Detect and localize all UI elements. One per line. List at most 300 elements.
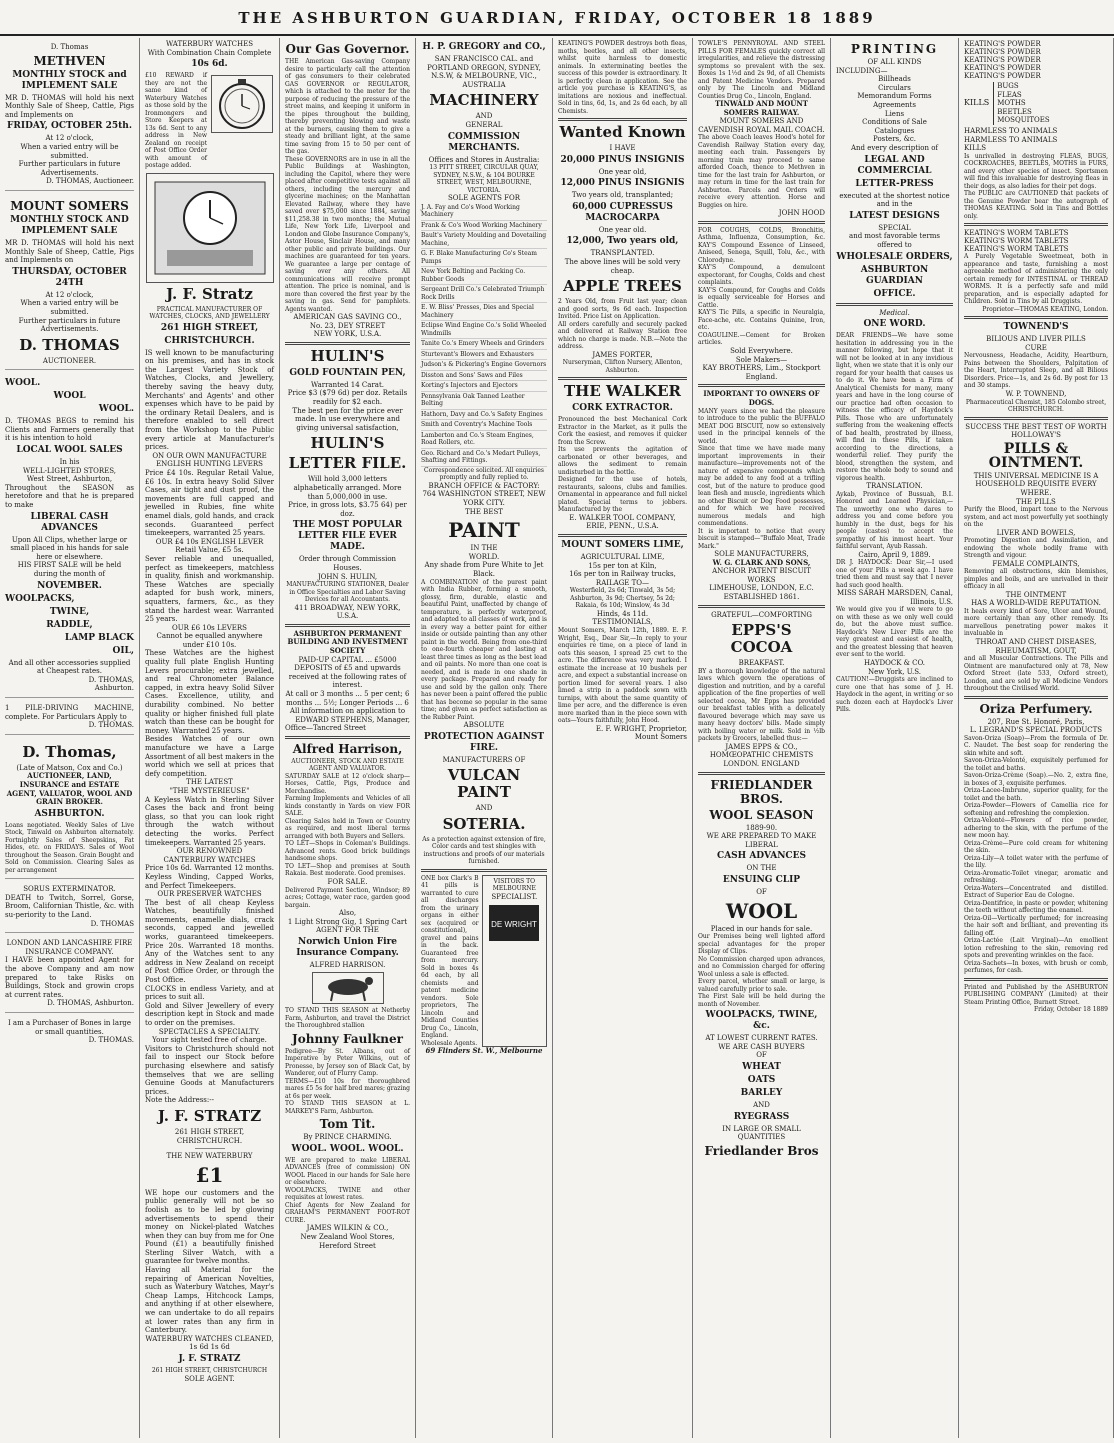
ad-signature: D. THOMAS, xyxy=(88,675,134,684)
text-line: WE ARE CASH BUYERS xyxy=(718,1042,805,1051)
ad-body: Pedigree—By St. Albans, out of Imperative by Peter Wilkins, out of Pronesse, by Jersey son of Black Cat, by Wanderer, out of Flurry Camp. xyxy=(285,1047,410,1078)
divider xyxy=(836,303,953,306)
text-line: ABSOLUTE xyxy=(463,721,505,729)
ad-signature: EDWARD STEPHENS, Manager, xyxy=(295,715,410,724)
text-line: LATEST DESIGNS xyxy=(849,210,940,221)
text-line: RHEUMATISM, GOUT, xyxy=(995,646,1077,655)
text-line: SUCCESS THE BEST TEST OF WORTH xyxy=(965,422,1107,431)
wool-heading-3: WOOL. xyxy=(98,404,134,415)
ad-body: KAY'S Compound, a demulcent expectorant, for Coughs, Colds and chest complaints. xyxy=(698,264,825,287)
ad-body: TO LET—Shops in Coleman's Buildings. Advanced rents. Good brick buildings handsome shops. xyxy=(285,840,410,863)
text-line: I HAVE xyxy=(609,144,636,152)
ad-subtitle: MONTHLY STOCK and IMPLEMENT SALE xyxy=(12,69,127,91)
ad-body: All orders carefully and securely packed and delivered at Railway Station free which no charge is made. N.B.—Note the address. xyxy=(558,320,687,351)
text-line: THE NEW WATERBURY xyxy=(166,1152,253,1161)
pest-list xyxy=(993,82,1049,125)
list-item: Geo. Richard and Co.'s Medart Pulleys, Shafting and Fittings. xyxy=(421,449,547,467)
text-line: HIS FIRST SALE will be held during the month of xyxy=(17,561,122,578)
text-line: GENERAL xyxy=(465,120,503,129)
text-line: ANCHOR PATENT BISCUIT WORKS xyxy=(712,567,811,584)
ad-further: Further particulars in future Advertisements. xyxy=(18,316,121,334)
text-line: 16s per ton in Railway trucks, xyxy=(569,570,676,579)
ad-body: Besides Watches of our own manufacture we have a Large Assortment of all best makers in the world which we sell at prices that defy competition. xyxy=(145,735,274,778)
divider xyxy=(195,1148,225,1149)
auctioneer-name: D. Thomas, xyxy=(22,742,117,761)
text-line: The best pen for the price ever made. In use everywhere and giving universal satisfaction, xyxy=(292,406,403,432)
ad-body: THE American Gas-saving Company desire to particularly call the attention of gas consumers to their celebrated GAS GOVERNOR or REGULATOR, which is attached to the meter for the purpose of reducing the pressure of the street mains, and keeping it uniform in the pipes throughout the building, thereby preventing blowing and waste at the burners, causing them to give a steady and brilliant light, at the same time saving from 15 to 50 per cent of the gas. xyxy=(285,58,410,155)
list-item: Conditions of Sale xyxy=(862,118,927,127)
text-line: INCLUDING— xyxy=(836,66,888,75)
text-line: Order through Commission Houses. xyxy=(298,555,397,572)
ad-body: Gold and Silver Jewellery of every description kept in Stock and made to order on the premises. xyxy=(145,1001,274,1027)
text-line: At call or 3 months ... 5 per cent; 6 months ... 5½; Longer Periods ... 6 xyxy=(285,689,410,707)
keating-powder-lines xyxy=(964,40,1108,80)
ad-body: It is important to notice that every biscuit is stamped—"Buffalo Meat, Trade Mark." xyxy=(698,527,825,550)
divider xyxy=(698,221,825,224)
ad-title: PRINTING xyxy=(850,42,939,56)
text-line: W. P. TOWNEND, xyxy=(1005,389,1067,398)
text-line: OUR RENOWNED xyxy=(176,847,243,856)
list-item: J. A. Fay and Co's Wood Working Machinery xyxy=(421,203,547,221)
ad-signature: Ashburton. xyxy=(94,684,134,693)
ad-body: These GOVERNORS are in use in all the Public Buildings at Washington, including the Capitol, where they were placed after competitive tests against all others, including the mercury and glycerine machines; on the Manhattan Elevated Railway, where they have saved over $75,000 since 1884, saving $11,258.38 in two months; the Mutual Life, New York Life, Liverpool and London and Globe Insurance Company's, Astor House, Sinclair House, and many other public and private buildings. Our machines are guaranteed for ten years. We guarantee a large per centage of saving over any others. All communications will receive prompt attention. The price is nominal, and is more than covered the first year by the saving in gas. Send for pamphlets. Agents wanted. xyxy=(285,155,411,313)
ad-body: COAGULINE.—Cement for Broken articles. xyxy=(698,331,825,347)
text-line: AND xyxy=(753,1100,770,1109)
company-name: KAY BROTHERS, Lim., Stockport England. xyxy=(702,364,821,381)
text-line: WATERBURY WATCHES CLEANED, xyxy=(145,1334,274,1343)
text-line: ON OUR OWN MANUFACTURE xyxy=(152,451,267,460)
ad-body: The First Sale will be held during the month of November. xyxy=(698,993,825,1008)
text-line: Offices and Stores in Australia: xyxy=(428,155,540,164)
ad-body: TO LET—Shop and premises at South Rakaia. Best moderate. Good premises. xyxy=(285,862,410,878)
list-item: Sergeant Drill Co.'s Celebrated Triumph Rock Drills xyxy=(421,285,547,303)
text-line: WE ARE PREPARED TO MAKE LIBERAL xyxy=(706,832,817,849)
list-item: Savon-Oriza-Crème (Soap).—No. 2, extra fine, in boxes of 3, exquisite perfumes. xyxy=(964,772,1108,787)
divider xyxy=(698,384,825,387)
text-line: Throughout the SEASON as heretofore and that he is prepared to make xyxy=(5,483,134,510)
text-line: Nurseryman, Clifton Nursery, Allenton, Ashburton. xyxy=(562,359,683,374)
text-line: Also, xyxy=(338,909,357,917)
ad-title: MOUNT SOMERS LIME, xyxy=(561,539,684,550)
agency-list xyxy=(421,203,547,467)
list-item: Catalogues xyxy=(874,126,915,135)
item-oil: OIL, xyxy=(112,645,134,656)
text-line: AND xyxy=(475,112,493,121)
ad-title: TINWALD AND MOUNT SOMERS RAILWAY. xyxy=(714,99,809,117)
text-line: WELL-LIGHTED STORES, xyxy=(22,466,117,475)
doctor-name: DE WRIGHT xyxy=(490,920,537,930)
grain-item: OATS xyxy=(747,1074,776,1085)
reward-text: £10 REWARD if they are not the same kind of Waterbury Watches as those sold by the Ironmongers and Store Keepers at 13s 6d. Sent to any address in New Zealand on receipt of Post Office Order with amount of postage added. xyxy=(145,72,207,170)
text-line: Your sight tested free of charge. xyxy=(152,1036,267,1045)
ad-signature: D. THOMAS, Auctioneer. xyxy=(46,177,134,186)
column-4 xyxy=(416,38,553,1438)
section-heading: Medical. xyxy=(879,308,910,317)
list-item: Korting's Injectors and Ejectors xyxy=(421,381,547,392)
text-line: TRANSPLANTED. xyxy=(590,249,655,258)
grain-item: WHEAT xyxy=(742,1061,781,1072)
imprint: Printed and Published by the ASHBURTON PUBLISHING COMPANY (Limited) at their Steam Printing Office, Burnett Street. xyxy=(964,983,1108,1006)
tree-item: 20,000 PINUS INSIGNIS xyxy=(560,154,685,165)
list-item: Oriza-Lily—A toilet water with the perfume of the lily. xyxy=(964,854,1108,870)
text-line: One year old. xyxy=(598,225,647,234)
list-item: KEATING'S POWDER xyxy=(964,40,1041,48)
ad-signature: D. THOMAS. xyxy=(88,1036,134,1045)
list-item: Frank & Co's Wood Working Machinery xyxy=(421,221,547,232)
ad-body: D. THOMAS BEGS to remind his Clients and Farmers generally that it is his intention to hold xyxy=(5,417,134,443)
methven-sale-ad xyxy=(5,40,134,191)
text-line: BREAKFAST. xyxy=(738,659,785,668)
item-woolpacks: WOOLPACKS, xyxy=(5,593,75,604)
jeweller-name: J. F. STRATZ xyxy=(178,1354,241,1364)
text-line: Correspondence solicited. All enquiries promptly and fully replied to. xyxy=(424,466,544,482)
column-7 xyxy=(831,38,959,1438)
product-name: VULCAN PAINT xyxy=(447,766,521,802)
ad-body: KAY'S Tic Pills, a specific in Neuralgia, Face-ache, etc. Contains Quinine, Iron, etc. xyxy=(698,309,825,332)
ad-body: Our Premises being well lighted afford special advantages for the proper Display of Clips. xyxy=(698,933,825,956)
watch-row xyxy=(145,72,274,170)
ad-title: WATERBURY WATCHES xyxy=(165,40,254,48)
text-line: 15s per ton at Kiln, xyxy=(588,561,657,570)
doctor-address: 69 Flinders St. W., Melbourne xyxy=(425,1046,543,1056)
ad-body: IS well known to be manufacturing on his premises, and has in stock the Largest Variety Stock of Watches, Clocks, and Jewellery, thereby saving the heavy duty, Merchants' and Agents' and other expenses which have to be paid by the ordinary Retail Dealers, and is therefore enabled to sell direct from the Workshop to the Public every article at Manufacturer's prices. xyxy=(145,348,274,452)
ad-body: Is unrivalled in destroying FLEAS, BUGS, COCKROACHES, BEETLES, MOTHS in FURS, and every other species of insect. Sportsmen will find this invaluable for destroying fleas in their dogs, as also ladies for their pet dogs. xyxy=(964,152,1108,190)
pest-item: FLEAS xyxy=(997,90,1022,99)
text-line: Price, in gross lots, $3.75 64) per doz. xyxy=(288,501,407,518)
list-item: Memorandum Forms xyxy=(857,92,932,101)
divider xyxy=(285,736,410,739)
ad-body: It heals every kind of Sore, Ulcer and Wound, more certainly than any other remedy. Its marvellous penetrating power makes it invaluable in xyxy=(964,607,1108,638)
ad-body: TERMS—£10 10s for thoroughbred mares £5 5s for half bred mares; grazing at 6s per week. xyxy=(285,1077,410,1100)
ad-body: We would give you if we were to go on with these as we only well could do, but the above must suffice. Haydock's New Liver Pills are the very greatest and easiest of health, and the greatest blessing that heaven ever sent to the world. xyxy=(836,606,953,659)
text-line: THE MOST POPULAR LETTER FILE EVER MADE. xyxy=(292,520,403,553)
text-line: SOLE AGENTS FOR xyxy=(448,194,520,203)
text-line: VISITORS TO MELBOURNE xyxy=(492,877,536,893)
ad-body: KEATING'S POWDER destroys both fleas, moths, beetles, and all other insects, whilst quite harmless to domestic animals. In exterminating beetles the success of this powder is extraordinary. It is perfectly clean in application. See the article you purchase is KEATING'S, as imitations are noxious and ineffectual. Sold in tins, 6d, 1s, and 2s 6d each, by all Chemists. xyxy=(558,40,687,115)
ad-body: TO STAND THIS SEASON at Netherby Farm, Ashburton, and travel the District the Thoroughbred stallion xyxy=(285,1007,410,1030)
list-item: Liens xyxy=(884,109,905,118)
ad-body: CLOCKS in endless Variety, and at prices to suit all. xyxy=(145,984,274,1002)
thomas-auctioneer-ad xyxy=(5,738,134,879)
text-line: PAID-UP CAPITAL ... £5000 xyxy=(298,655,397,664)
ad-subtitle: With Combination Chain Complete xyxy=(147,48,272,57)
text-line: HAS A WORLD-WIDE REPUTATION. xyxy=(971,599,1101,608)
insurance-ad xyxy=(5,936,134,1013)
divider xyxy=(964,978,1108,981)
tree-item: 12,000, Two years old, xyxy=(566,236,679,247)
clock-shop-illustration xyxy=(146,173,274,283)
text-line: 207, Rue St. Honoré, Paris, xyxy=(987,717,1085,726)
tree-item: 12,000 PINUS INSIGNIS xyxy=(560,178,685,189)
list-item: Bault's Variety Moulding and Dovetailing Machine, xyxy=(421,231,547,249)
auctioneer-services: AUCTIONEER, LAND, INSURANCE and ESTATE AGENT, VALUATOR, WOOL AND GRAIN BROKER. xyxy=(6,771,133,807)
watch-price: £1 xyxy=(195,1162,224,1187)
text-line: MOUNT SOMERS AND CAVENDISH ROYAL MAIL COACH. xyxy=(698,117,825,134)
text-line: SPECIALIST. xyxy=(491,892,538,901)
text-line: 1 Light Strong Gig, 1 Spring Cart xyxy=(287,917,408,926)
text-line: Placed in our hands for sale. xyxy=(710,924,813,933)
text-line: Will hold 3,000 letters alphabetically arranged. More than 5,000,000 in use. xyxy=(293,475,402,501)
text-line: JAMES FORTER, xyxy=(592,350,653,359)
text-line: The above lines will be sold very cheap. xyxy=(564,257,681,275)
divider xyxy=(558,534,687,537)
text-line: FOR SALE. xyxy=(327,877,368,886)
ad-body: Having all Material for the repairing of American Novelties, such as Waterbury Watches, Mayr's Cheap Lamps, Hitchcock Lamps, and anything if at other elsewhere, we can undertake to do all repairs at lower rates than any firm in Canterbury. xyxy=(145,1266,274,1335)
ad-date: FRIDAY, OCTOBER 25th. xyxy=(7,121,132,132)
list-item: Posters, &c. xyxy=(873,135,916,144)
ad-body: CAUTION!—Druggists are inclined to cure one that has some of J. H. Haydock in the agent, in writing or so such dozen each at Haydock's Liver Pills. xyxy=(836,676,953,714)
jeweller-name: J. F. STRATZ xyxy=(157,1106,262,1125)
text-line: KILLS xyxy=(964,144,987,153)
ad-body: TOWLE'S PENNYROYAL AND STEEL PILLS FOR FEMALES quickly correct all irregularities, and relieve the distressing symptoms so prevalent with the sex. Boxes 1s 1½d and 2s 9d, of all Chemists and Patent Medicine Vendors. Prepared only by The Lincoln and Midland Counties Drug Co., Lincoln, England. xyxy=(698,40,825,100)
ad-body: ONE box Clark's B 41 pills is warranted to cure all discharges from the urinary organs in either sex (acquired or constitutional), gravel and pains in the back. Guaranteed free from mercury. Sold in boxes 4s 6d each, by all chemists and patent medicine vendors. Sole proprietors, The Lincoln and Midland Counties Drug Co., Lincoln, England. Wholesale Agents. xyxy=(421,874,479,1047)
auctioneer-name: Alfred Harrison, xyxy=(292,741,403,756)
ad-body: DEATH to Twitch, Sorrel, Gorse, Broom, Californian Thistle, &c. with su-periority to the Land. xyxy=(5,893,134,919)
stallion-name: Tom Tit. xyxy=(319,1117,376,1132)
list-item: Eclipse Wind Engine Co.'s Solid Wheeled Windmills xyxy=(421,321,547,339)
ad-body: Promoting Digestion and Assimilation, and endowing the whole bodily frame with Strength and vigour. xyxy=(964,537,1108,560)
bones-ad xyxy=(5,1016,134,1049)
text-line: CHRISTCHURCH. xyxy=(176,1136,243,1145)
ad-body: These Watches are the highest quality full plate English Hunting Levers procurable; extra jewelled, and real Chronometer Balance capped, in extra heavy Solid Silver Cases. Excellence, utility, and durability combined. No better quality or higher finished full plate watch than these can be bought for money. Warranted 25 years. xyxy=(145,649,274,735)
ad-body: MR D. THOMAS will hold his next Monthly Sale of Sheep, Cattle, Pigs and Implements on xyxy=(5,238,134,265)
text-line: Westerfield, 2s 6d; Tinwald, 3s 5d; Ashburton, 3s 9d; Chertsey, 5s 2d; Rakaia, 6s 10d; Winslow, 4s 3d xyxy=(569,587,676,610)
ad-body: WE hope our customers and the public generally will not be so foolish as to be led by glowing advertisements to spend their money on Nickel-plated Watches when they can buy from me for One Pound (£1) a beautifully finished Sterling Silver Watch, with a guarantee for twelve months. xyxy=(145,1188,274,1266)
list-item: New York Belting and Packing Co. Rubber Goods xyxy=(421,267,547,285)
ad-title: PROTECTION AGAINST FIRE. xyxy=(423,731,545,753)
ad-title: ONE WORD. xyxy=(863,319,926,330)
text-line: CURE xyxy=(1025,343,1047,352)
text-line: ENSUING CLIP xyxy=(722,874,801,885)
company-name: AMERICAN GAS SAVING CO., xyxy=(293,313,402,321)
text-line: WOOLPACKS, TWINE, &c. xyxy=(705,1010,818,1032)
ad-body: MR D. THOMAS will hold his next Monthly Sale of Sheep, Cattle, Pigs and Implements on xyxy=(5,93,134,119)
ad-title: MACHINERY xyxy=(429,91,539,110)
text-line: LETTER-PRESS xyxy=(855,178,934,189)
text-line: HARMLESS TO ANIMALS xyxy=(964,126,1058,135)
list-item: G. F. Blake Manufacturing Co's Steam Pumps xyxy=(421,249,547,267)
brand-name: EPPS'S COCOA xyxy=(730,621,793,657)
column-3 xyxy=(280,38,416,1438)
list-item: Smith and Coventry's Machine Tools xyxy=(421,420,547,431)
list-item: Agreements xyxy=(873,100,916,109)
text-line: executed at the shortest notice and in the xyxy=(839,191,950,209)
text-line: AGRICULTURAL LIME, xyxy=(580,552,665,561)
text-line: 261 HIGH STREET, xyxy=(174,1127,245,1136)
text-line: ON THE xyxy=(746,864,777,873)
list-item: Oriza-Crème—Pure cold cream for whitening the skin. xyxy=(964,839,1108,855)
company-name: H. P. GREGORY and CO., xyxy=(422,42,546,52)
ad-signature: D. THOMAS, Ashburton. xyxy=(47,999,134,1008)
text-line: ERIE, PENN., U.S.A. xyxy=(586,522,659,531)
text-line: West Street, Ashburton, xyxy=(26,475,113,484)
ad-signature: D. THOMAS. xyxy=(88,721,134,730)
company-name: JAMES EPPS & CO., xyxy=(725,742,798,751)
text-line: OUR £4 10s ENGLISH LEVER Retail Value, £5 5s. xyxy=(155,537,264,555)
column-1 xyxy=(0,38,140,1438)
list-item: Sturtevant's Blowers and Exhausters xyxy=(421,350,547,361)
list-item: KEATING'S WORM TABLETS xyxy=(964,237,1069,246)
list-item: Tanite Co.'s Emery Wheels and Grinders xyxy=(421,339,547,350)
list-item: Billheads xyxy=(878,75,911,84)
ad-body: Designed for the use of hotels, restaurants, saloons, clubs and families. Ornamental in appearance and full nickel plated. Special terms to jobbers. Manufactured by the xyxy=(558,476,687,514)
list-item: And every description of xyxy=(850,143,939,152)
text-line: IN THE xyxy=(470,544,498,553)
text-line: THE LATEST xyxy=(186,778,233,787)
product-name: CORK EXTRACTOR. xyxy=(572,403,673,414)
divider xyxy=(964,696,1108,699)
horse-illustration xyxy=(312,972,384,1004)
brand-name: Oriza Perfumery. xyxy=(979,701,1093,716)
text-line: One year old, xyxy=(598,167,647,176)
ad-title: IMPORTANT TO OWNERS OF DOGS. xyxy=(703,389,820,407)
text-line: Pharmaceutical Chemist, 185 Colombo street, CHRISTCHURCH. xyxy=(965,398,1107,414)
text-line: LEGAL AND COMMERCIAL xyxy=(857,154,932,176)
text-line: LONDON. ENGLAND xyxy=(723,759,800,768)
divider xyxy=(285,342,410,345)
auctioneer-role: AUCTIONEER. xyxy=(42,356,97,365)
masthead xyxy=(0,0,1114,36)
ad-body: 1 PILE-DRIVING MACHINE, complete. For Particulars Apply to xyxy=(5,703,134,721)
ad-entries: When a varied entry will be submitted. xyxy=(20,299,119,316)
divider xyxy=(285,624,410,627)
list-item: KEATING'S WORM TABLETS xyxy=(964,229,1069,238)
list-item: Hathorn, Davy and Co.'s Safety Engines xyxy=(421,410,547,421)
wool-heading-1: WOOL. xyxy=(5,378,41,389)
text-line: THE BEST xyxy=(465,507,503,516)
paint-title: PAINT xyxy=(448,518,520,543)
ad-signature: MISS SARAH MARSDEN, Canal, Illinois, U.S. xyxy=(837,589,953,606)
text-line: LIVER AND BOWELS, xyxy=(996,528,1076,537)
list-item: Oriza-Velonté—Flowers of rice powder, adhering to the skin, with the perfume of the new moon hay. xyxy=(964,817,1108,840)
company-name: Norwich Union Fire Insurance Company. xyxy=(296,936,399,958)
ad-body: A Purely Vegetable Sweetmeat, both in appearance and taste, furnishing a most agreeable method of administering the only certain remedy for INTESTINAL or THREAD WORMS. It is a perfectly safe and mild preparation, and is especially adapted for Children. Sold in Tins by all Druggists. xyxy=(964,253,1108,306)
text-line: (Late of Matson, Cox and Co.) xyxy=(16,763,123,772)
jeweller-city: CHRISTCHURCH. xyxy=(164,335,255,346)
text-line: And all other accessories supplied at Cheapest rates. xyxy=(8,658,131,676)
ad-body: Its use prevents the agitation of carbonated or other beverages, and allows the sediment to remain undisturbed in the bottle. xyxy=(558,446,687,476)
imprint-date: Friday, October 18 1889 xyxy=(1033,1006,1108,1014)
brand-name: HULIN'S xyxy=(310,434,385,453)
ad-signature: Mount Somers xyxy=(634,733,687,742)
mount-somers-sale-ad xyxy=(5,194,134,370)
ad-body: Removing all obstructions, skin blemishes, pimples and boils, and are unrivalled in their efficacy in all xyxy=(964,568,1108,591)
ad-title: PILLS & OINTMENT. xyxy=(988,440,1084,471)
ad-body: 2 Years Old, from Fruit last year; clean and good sorts, 9s 6d each. Inspection Invited. Price List on Application. xyxy=(558,298,687,321)
text-line: Office—Tancred Street xyxy=(285,724,366,733)
text-line: JAMES WILKIN & CO., xyxy=(306,1224,389,1233)
ad-body: and all Muscular Contractions. The Pills and Ointment are manufactured only at 78, New Oxford Street (late 533, Oxford street), London, and are sold by all Medicine Vendors throughout the Civilised World. xyxy=(964,655,1108,693)
text-line: Sold Everywhere. xyxy=(730,346,793,355)
company-name: W. G. CLARK AND SONS, xyxy=(712,557,811,567)
ad-subtitle: MONTHLY STOCK AND IMPLEMENT SALE xyxy=(10,214,129,236)
product-name: SOTERIA. xyxy=(442,814,526,833)
ad-body: Delivered Payment Section, Windsor; 89 acres; Cottage, water race, garden good bargain. xyxy=(285,886,410,909)
ad-body: Every parcel, whether small or large, is valued carefully prior to sale. xyxy=(698,978,825,993)
divider xyxy=(964,223,1108,226)
list-item: KEATING'S POWDER xyxy=(964,48,1041,56)
list-item: Judson's & Pickering's Engine Governors xyxy=(421,360,547,371)
ad-body: I HAVE been appointed Agent for the above Company and am now prepared to take Risks on Buildings, Stock and growin crops at current rates. xyxy=(5,956,134,999)
divider xyxy=(964,417,1108,420)
text-line: SOLE MANUFACTURERS, xyxy=(714,550,809,559)
list-item: Oriza-Oil—Vertically perfumed; for increasing the hair soft and brilliant, and preventing its falling off. xyxy=(964,914,1108,937)
ad-body: The best of all cheap Keyless Watches, beautifully finished movements, enamelle dials, crack seconds, capped and jewelled works, guaranteed timekeepers. Price 20s. Warranted 18 months. Any of the Watches sent to any address in New Zealand on receipt of Post Office Order, or through the Post Office. xyxy=(145,898,274,985)
ad-body: Aykab, Province of Bussuah, B.I. Honored and Learned Physician,—The unworthy one who dares to address you and come before you humbly in the dust, begs for his people (castes) to accept the sympathy of his inmost heart. Your faithful servant, Ayub Rassah. xyxy=(836,490,953,551)
sorus-exterminator-ad xyxy=(5,882,134,933)
ad-body: Nervousness, Headache, Acidity, Heartburn, Pains between the Shoulders, Palpitation of the Heart, Interrupted Sleep, and all Bilious Disorders. Price—1s, and 2s 6d. By post for 13 and 30 stamps. xyxy=(964,352,1108,390)
text-line: ENGLISH HUNTING LEVERS xyxy=(156,460,263,469)
brand-name: HULIN'S xyxy=(310,346,385,365)
list-item: Oriza-Aromatic-Toilet vinegar, aromatic and refreshing. xyxy=(964,869,1108,885)
divider xyxy=(421,869,547,872)
text-line: As a protection against extension of fire, Color cards and test shingles with instructions and proofs of our materials furnished. xyxy=(422,835,546,866)
text-line: MANUFACTURING STATIONER, Dealer in Office Specialties and Labor Saving Devices for all Accountants. xyxy=(286,581,409,604)
company-name: E. WALKER TOOL COMPANY, xyxy=(569,513,676,522)
pills-and-doctor-row xyxy=(421,875,547,1048)
ad-body: Chief Agents for New Zealand for GRAHAM'S PERMANENT FOOT-ROT CURE. xyxy=(285,1201,410,1224)
item-raddle: RADDLE, xyxy=(46,619,93,630)
divider xyxy=(558,377,687,380)
company-name: FRIEDLANDER BROS. xyxy=(710,777,813,806)
text-line: THROAT AND CHEST DISEASES, xyxy=(975,637,1097,646)
product-name: APPLE TREES xyxy=(563,277,682,296)
ad-header: D. Thomas xyxy=(50,43,89,51)
text-line: LIMEHOUSE, LONDON, E.C. xyxy=(709,584,814,593)
ad-body: Price £4 10s. Regular Retail Value, £6 10s. In extra heavy Solid Silver Cases, air tight and dust proof, the movements are full capped and jewelled in Rubies, fine white enamel dials, gold hands, and crack seconds. Guaranteed perfect timekeepers, warranted 25 years. xyxy=(145,469,274,538)
ad-date: THURSDAY, OCTOBER 24TH xyxy=(12,266,127,288)
ad-entries: When a varied entry will be submitted. xyxy=(20,142,119,160)
ad-signature: E. F. WRIGHT, Proprietor, xyxy=(595,724,687,733)
list-item: KEATING'S POWDER xyxy=(964,72,1041,80)
text-line: Price $3 ($79 6d) per doz. Retails readily for $2 each. xyxy=(287,389,408,406)
text-line: Note the Address:-- xyxy=(145,1096,214,1105)
watch-price: 10s 6d. xyxy=(191,59,228,70)
ad-body: Loans negotiated. Weekly Sales of Live Stock, Tinwald on Ashburton alternately. Fortnightly Sales of Sheepskins, Fat Hides, etc. on FRIDAYS. Sales of Wool throughout the Season. Grain Bought and Sold on Commission. Clearing Sales as per arrangement xyxy=(5,821,134,874)
column-2 xyxy=(140,38,280,1438)
jeweller-address: 261 HIGH STREET, xyxy=(160,322,259,333)
pest-item: BUGS xyxy=(997,82,1019,90)
text-line: By PRINCE CHARMING. xyxy=(303,1133,392,1142)
text-line: OF ALL KINDS xyxy=(867,58,922,66)
printing-items-list xyxy=(836,75,953,152)
list-item: Oriza-Lacee-Imbrune, superior quality, for the toilet and the bath. xyxy=(964,787,1108,802)
jeweller-name: J. F. Stratz xyxy=(166,284,253,303)
text-line: New York, U.S. xyxy=(867,667,921,676)
ad-body: DEAR FRIENDS—We have some hesitation in addressing you in the manner following, but hope that it will not be looked at in any invidious light, when we state that it is only our regard for your health that causes us to do it. We have been a Firm of Analytical Chemists for many, many years and have in the long course of our practice had often occasion to witness the efficacy of Haydock's Pills. Those who are unfortunately suffering from the weakening effects of bad health, prostrated by illness, will find in these Pills, if taken according to the directions, a wonderful relief. They purify the blood, strengthen the system, and restore the whole body to sound and vigorous health. xyxy=(836,332,953,482)
text-line: 261 HIGH STREET, CHRISTCHURCH xyxy=(151,1367,268,1374)
text-line: Sole Makers— xyxy=(735,355,788,364)
text-line: OF xyxy=(756,1051,767,1060)
text-line: HOMŒOPATHIC CHEMISTS xyxy=(709,751,814,760)
ad-body: Pronounced the best Mechanical Cork Extractor in the Market, as it pulls the Cork the easiest, and removes it quicker from the Screw. xyxy=(558,416,687,446)
ad-body: The PUBLIC are CAUTIONED that packets of the Genuine Powder bear the autograph of THOMAS KEATING. Sold in Tins and Bottles only. xyxy=(964,190,1108,220)
text-line: OF xyxy=(756,887,767,896)
list-item: Savon-Oriza-Velonté, exquisitely perfumed for the toilet and baths. xyxy=(964,757,1108,772)
ad-title: SORUS EXTERMINATOR. xyxy=(23,885,116,894)
text-line: CASH ADVANCES xyxy=(717,851,806,862)
list-item: Oriza-Waters—Concentrated and distilled. Extract of Superior Eau de Cologne. xyxy=(964,884,1108,900)
text-line: 764 WASHINGTON STREET, NEW YORK CITY. xyxy=(422,490,546,507)
ad-body: A Keyless Watch in Sterling Silver Cases the back and front being glass, so that you can look right through the watch without detecting the works. Perfect timekeepers. Warranted 25 years. xyxy=(145,795,274,847)
list-item: KEATING'S POWDER xyxy=(964,56,1041,64)
text-line: Any shade from Pure White to Jet Black. xyxy=(424,561,544,578)
ad-title: THE WALKER xyxy=(564,382,681,401)
text-line: BRANCH OFFICE & FACTORY: xyxy=(428,481,540,490)
divider xyxy=(698,772,825,775)
kills-label: KILLS xyxy=(964,98,990,108)
text-line: 1889-90. xyxy=(745,823,778,832)
